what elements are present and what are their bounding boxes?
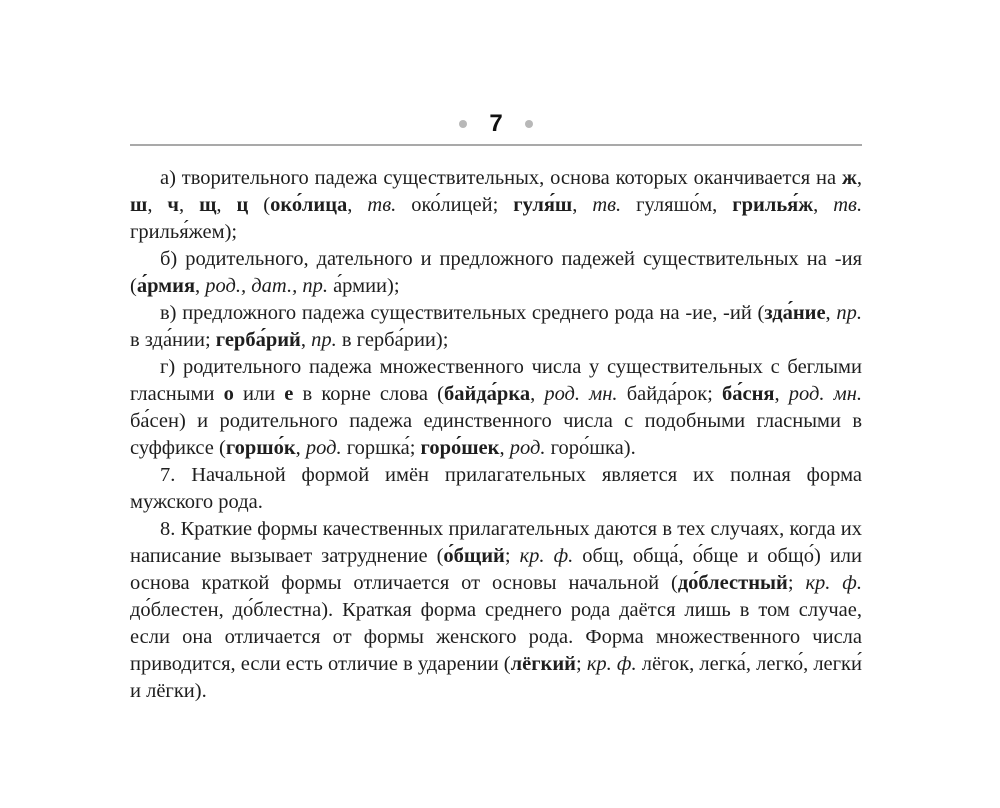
headword: горшо́к bbox=[225, 437, 296, 459]
grammar-label: род., дат., пр. bbox=[205, 275, 328, 297]
text-run: , bbox=[216, 194, 237, 216]
text-run: горшка́; bbox=[341, 437, 421, 459]
text-run: а) творительного падежа существительных, основа которых оканчивается на bbox=[160, 167, 842, 189]
header-rule bbox=[130, 144, 862, 146]
text-run: , bbox=[300, 329, 312, 351]
text-run: , bbox=[195, 275, 206, 297]
text-run: , bbox=[813, 194, 834, 216]
grammar-label: тв. bbox=[833, 194, 863, 216]
text-run: , bbox=[147, 194, 168, 216]
headword: е bbox=[284, 383, 294, 405]
headword: о́бщий bbox=[443, 545, 505, 567]
text-run: , bbox=[774, 383, 789, 405]
text-run: 8. Краткие формы качественных прилагательных даются в тех случаях, когда их написание вызывает затруднение ( bbox=[130, 518, 862, 567]
text-run: ; bbox=[575, 653, 587, 675]
text-run: ; bbox=[504, 545, 520, 567]
paragraph-g bbox=[130, 354, 862, 462]
grammar-label: кр. ф. bbox=[519, 545, 574, 567]
text-run: лёгок, легка́, легко́, легки́ и лёгки). bbox=[130, 653, 862, 702]
left-dot-ornament bbox=[459, 120, 467, 128]
paragraph-7 bbox=[130, 462, 862, 516]
page-number-row bbox=[130, 108, 862, 140]
headword: зда́ние bbox=[764, 302, 826, 324]
headword: ц bbox=[236, 194, 249, 216]
paragraph-a bbox=[130, 165, 862, 246]
headword: ж bbox=[842, 167, 857, 189]
text-run: , bbox=[347, 194, 368, 216]
text-run: в зда́нии; bbox=[130, 329, 216, 351]
text-run: до́блестен, до́блестна). Краткая форма среднего рода даётся лишь в том случае, если она отличается от формы женского рода. Форма множественного числа приводится, если есть отличие в ударении ( bbox=[130, 599, 862, 675]
text-run: ( bbox=[248, 194, 271, 216]
headword: а́рмия bbox=[136, 275, 196, 297]
headword: ч bbox=[167, 194, 179, 216]
headword: лёгкий bbox=[510, 653, 576, 675]
paragraph-v bbox=[130, 300, 862, 354]
text-run: , bbox=[178, 194, 200, 216]
text-run: , bbox=[499, 437, 510, 459]
grammar-label: тв. bbox=[367, 194, 397, 216]
grammar-label: род. bbox=[305, 437, 342, 459]
grammar-label: тв. bbox=[592, 194, 622, 216]
text-run: общ, обща́, о́бще и общо́) или основа краткой формы отличается от основы начальной ( bbox=[130, 545, 862, 594]
paragraph-b bbox=[130, 246, 862, 300]
grammar-label: род. мн. bbox=[544, 383, 618, 405]
text-run: в корне слова ( bbox=[293, 383, 444, 405]
headword: герба́рий bbox=[215, 329, 301, 351]
headword: байда́рка bbox=[443, 383, 531, 405]
text-run: 7. Начальной формой имён прилагательных является их полная форма мужского рода. bbox=[130, 464, 862, 513]
headword: око́лица bbox=[270, 194, 348, 216]
headword: гуля́ш bbox=[513, 194, 573, 216]
text-run: в герба́рии); bbox=[336, 329, 449, 351]
paragraph-8 bbox=[130, 516, 862, 705]
text-run: , bbox=[856, 167, 862, 189]
grammar-label: кр. ф. bbox=[586, 653, 637, 675]
headword: до́блестный bbox=[677, 572, 788, 594]
page-number: 7 bbox=[489, 110, 503, 137]
text-run: гуляшо́м, bbox=[621, 194, 733, 216]
headword: ба́сня bbox=[722, 383, 775, 405]
text-run: ; bbox=[787, 572, 806, 594]
text-run: , bbox=[530, 383, 545, 405]
headword: щ bbox=[199, 194, 217, 216]
text-run: байда́рок; bbox=[617, 383, 722, 405]
text-run: б) родительного, дательного и предложного падежей существительных на -ия ( bbox=[130, 248, 862, 297]
grammar-label: пр. bbox=[836, 302, 862, 324]
text-run: , bbox=[295, 437, 306, 459]
headword: горо́шек bbox=[420, 437, 500, 459]
right-dot-ornament bbox=[525, 120, 533, 128]
headword: грилья́ж bbox=[732, 194, 814, 216]
grammar-label: род. мн. bbox=[788, 383, 862, 405]
headword: о bbox=[223, 383, 234, 405]
text-run: , bbox=[825, 302, 837, 324]
text-run: горо́шка). bbox=[545, 437, 636, 459]
text-run: в) предложного падежа существительных среднего рода на -ие, -ий ( bbox=[160, 302, 765, 324]
grammar-label: кр. ф. bbox=[805, 572, 862, 594]
text-run: г) родительного падежа множественного числа у существительных с беглыми гласными bbox=[130, 356, 862, 405]
text-run: , bbox=[572, 194, 593, 216]
grammar-label: род. bbox=[509, 437, 546, 459]
text-run: око́лицей; bbox=[396, 194, 514, 216]
headword: ш bbox=[130, 194, 148, 216]
grammar-label: пр. bbox=[311, 329, 337, 351]
text-run: а́рмии); bbox=[327, 275, 400, 297]
text-run: или bbox=[233, 383, 285, 405]
page-header bbox=[130, 108, 862, 146]
text-run: ба́сен) и родительного падежа единственного числа с подобными гласными в суффиксе ( bbox=[130, 410, 862, 459]
body-text bbox=[130, 165, 862, 705]
text-run: грилья́жем); bbox=[130, 221, 238, 243]
